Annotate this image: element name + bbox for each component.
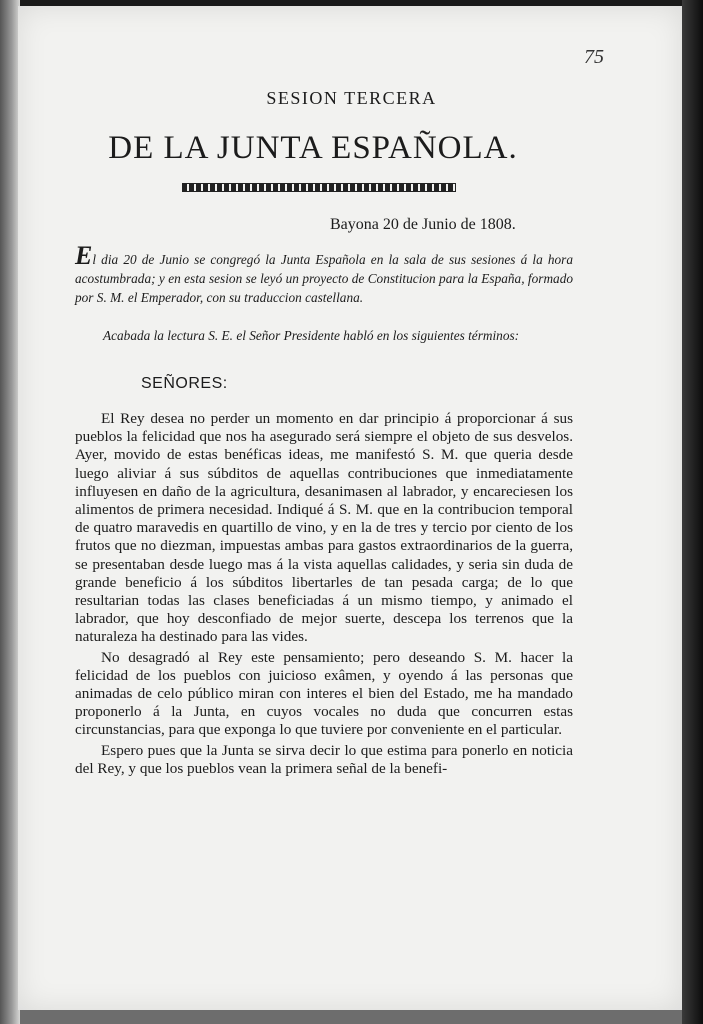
salutation: SEÑORES: <box>141 375 228 392</box>
heading-line-1: SESION TERCERA <box>266 88 437 108</box>
ornamental-rule <box>182 183 456 192</box>
speech-body <box>75 410 573 778</box>
intro-second-paragraph: Acabada la lectura S. E. el Señor Presidente habló en los siguientes términos: <box>103 328 520 343</box>
speech-paragraph-3: Espero pues que la Junta se sirva decir lo que estima para ponerlo en noticia del Rey, y que los pueblos vean la primera señal de la benefi- <box>75 741 573 777</box>
speech-paragraph-2: No desagradó al Rey este pensamiento; pero deseando S. M. hacer la felicidad de los pueblos con juicioso exâmen, y oyendo á las personas que animadas de celo público miran con interes el bien del Estado, me ha mandado proponerlo á la Junta, en cuyos vocales no duda que concurren estas circunstancias, para que exponga lo que tuviere por conveniente en el particular. <box>75 648 573 739</box>
folio-number: 75 <box>584 46 604 68</box>
heading-line-2: DE LA JUNTA ESPAÑOLA. <box>108 130 518 166</box>
intro-paragraph <box>75 241 573 307</box>
intro-text: l dia 20 de Junio se congregó la Junta Española en la sala de sus sesiones á la hora acostumbrada; y en esta sesion se leyó un proyecto de Constitucion para la España, formado por S. M. el Emperador, con su traduccion castellana. <box>75 252 573 305</box>
scan-right-edge <box>682 0 703 1024</box>
drop-cap: E <box>75 241 93 270</box>
speech-paragraph-1: El Rey desea no perder un momento en dar principio á proporcionar á sus pueblos la felicidad que nos ha asegurado será siempre el objeto de sus desvelos. Ayer, movido de estas benéficas ideas, me manifestó S. M. que queria desde luego aliviar á sus súbditos de aquellas contribuciones que inmediatamente influyesen en daño de la agricultura, desanimasen al labrador, y encareciesen los alimentos de primera necesidad. Indiqué á S. M. que en la contribucion temporal de quatro maravedis en quartillo de vino, y en la de tres y tercio por ciento de los frutos que no diezman, impuestas ambas para gastos extraordinarios de la guerra, se presentaban desde luego mas á la vista aquellas calidades, y seria sin duda de grande beneficio á los súbditos libertarles de tan pesada carga; de lo que resultarian todas las clases beneficiadas á un mismo tiempo, y animado el labrador, que hoy desconfiado de mejor suerte, descepa los terrenos que la naturaleza ha destinado para las vides. <box>75 410 573 646</box>
dateline: Bayona 20 de Junio de 1808. <box>330 216 516 233</box>
